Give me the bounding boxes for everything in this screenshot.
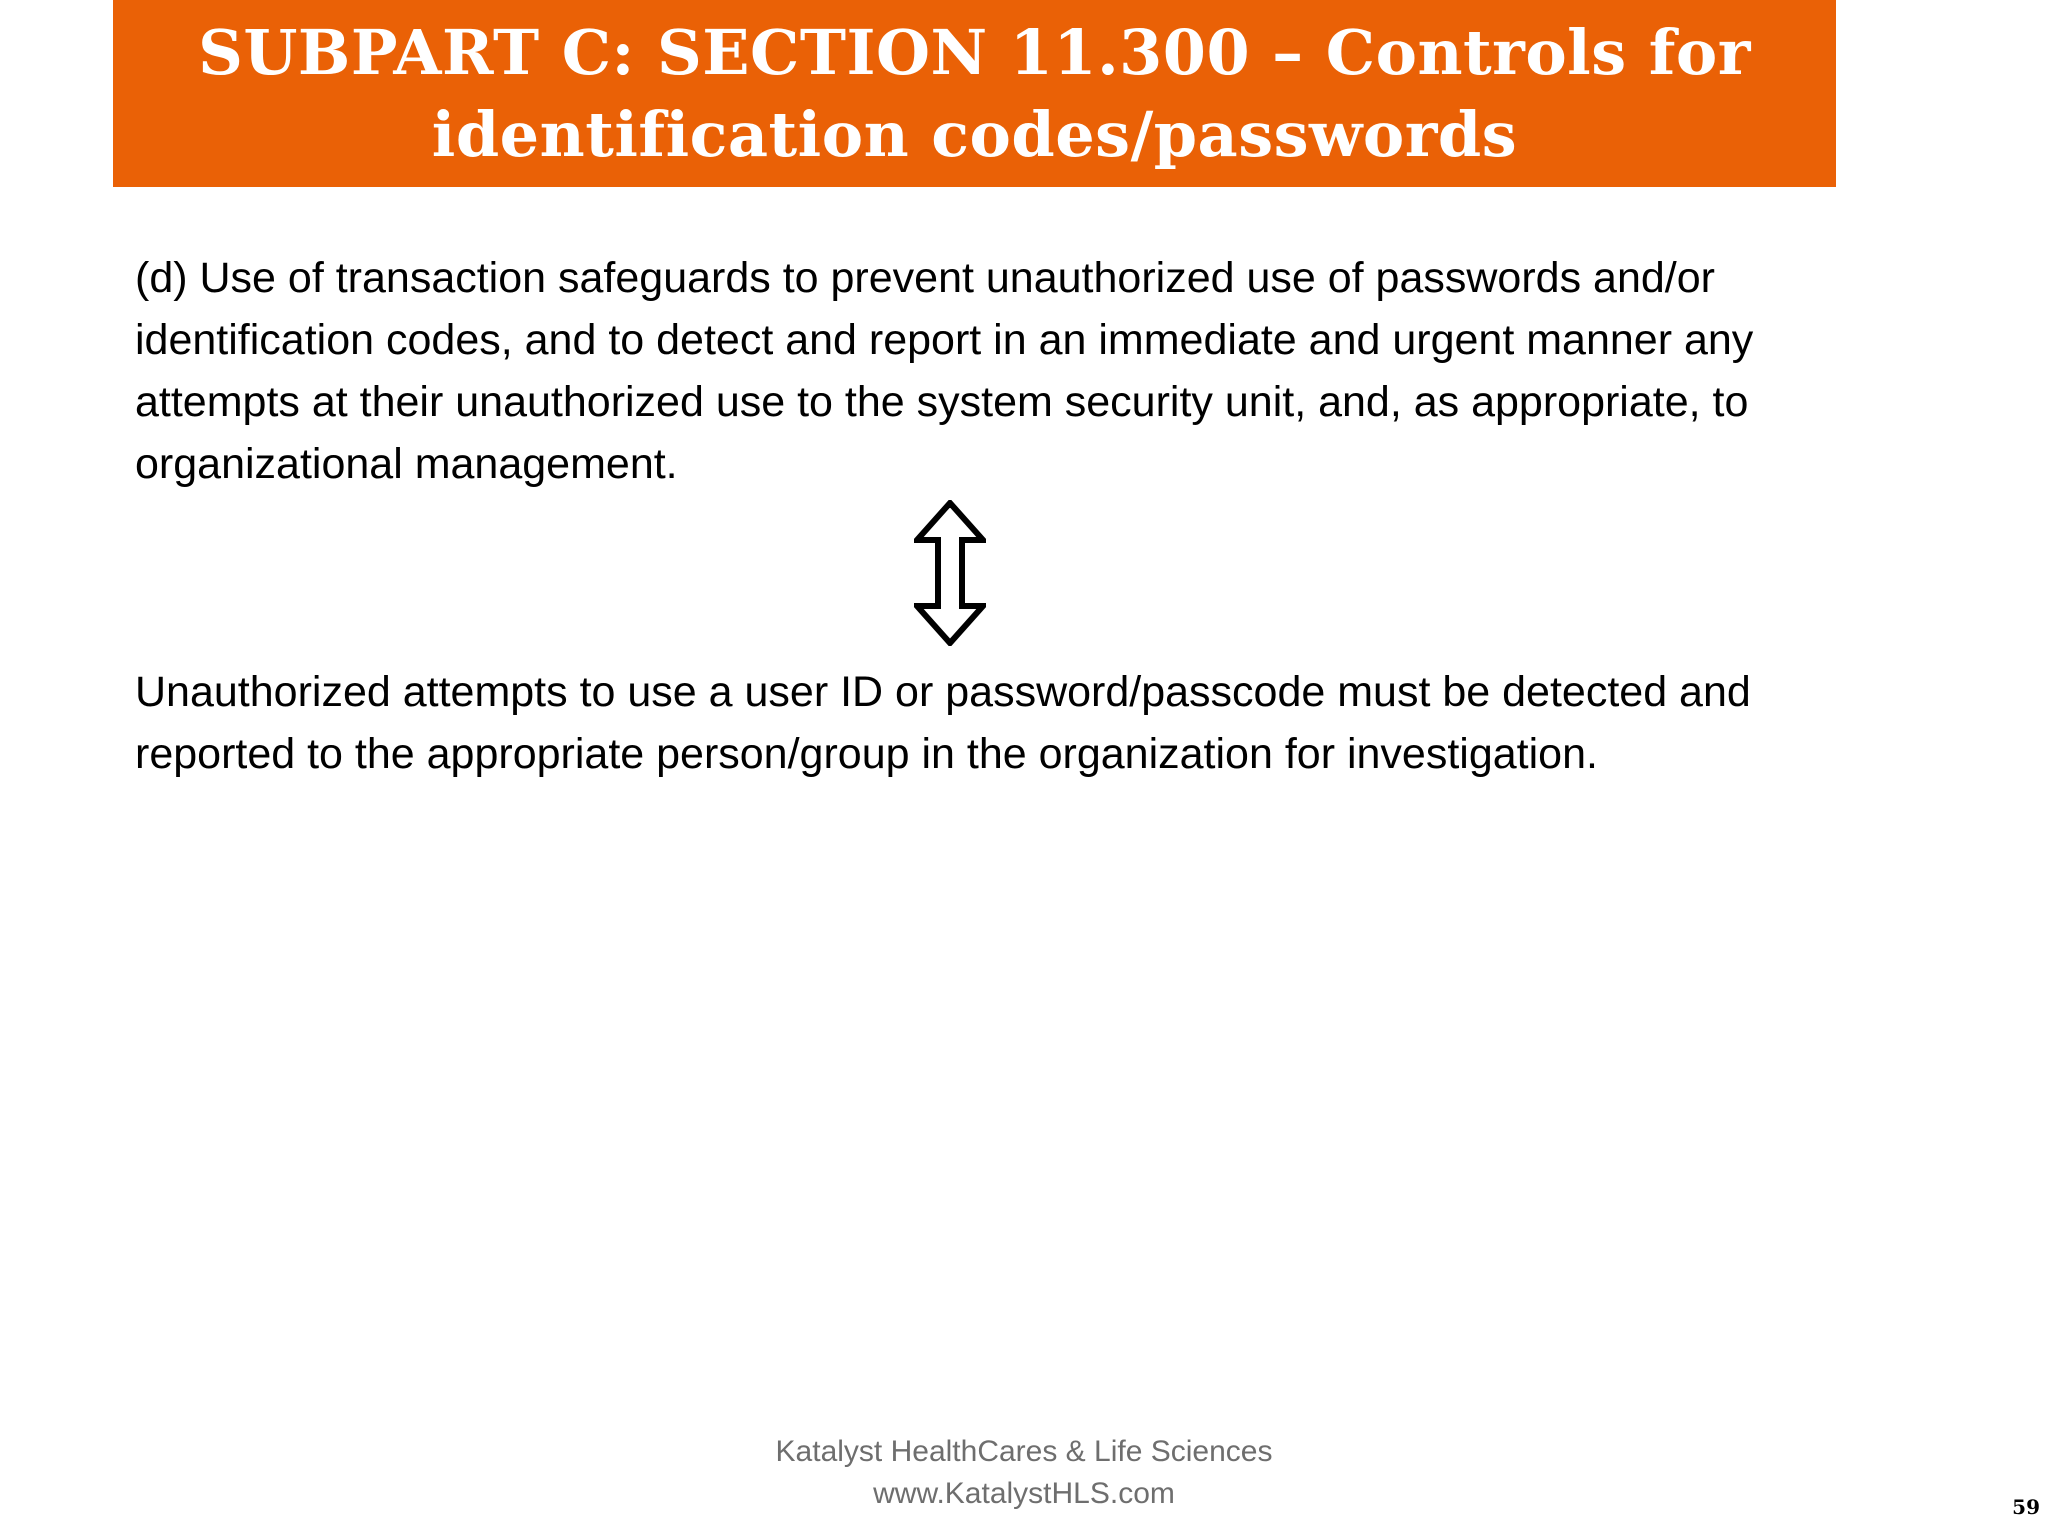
footer-website: www.KatalystHLS.com	[873, 1477, 1175, 1510]
title-banner	[113, 0, 1836, 187]
page-number: 59	[2012, 1495, 2040, 1519]
up-down-arrow-icon	[914, 500, 986, 646]
regulation-paragraph-d: (d) Use of transaction safeguards to prevent unauthorized use of passwords and/or identification codes, and to detect and report in an immediate and urgent manner any attempts at their unauthorized use to the system security unit, and, as appropriate, to organizational management.	[135, 254, 1754, 488]
footer-company-name: Katalyst HealthCares & Life Sciences	[775, 1435, 1273, 1468]
summary-paragraph: Unauthorized attempts to use a user ID or password/passcode must be detected and reported to the appropriate person/group in the organization for investigation.	[135, 668, 1751, 778]
slide-title: SUBPART C: SECTION 11.300 – Controls for identification codes/passwords	[198, 15, 1751, 171]
